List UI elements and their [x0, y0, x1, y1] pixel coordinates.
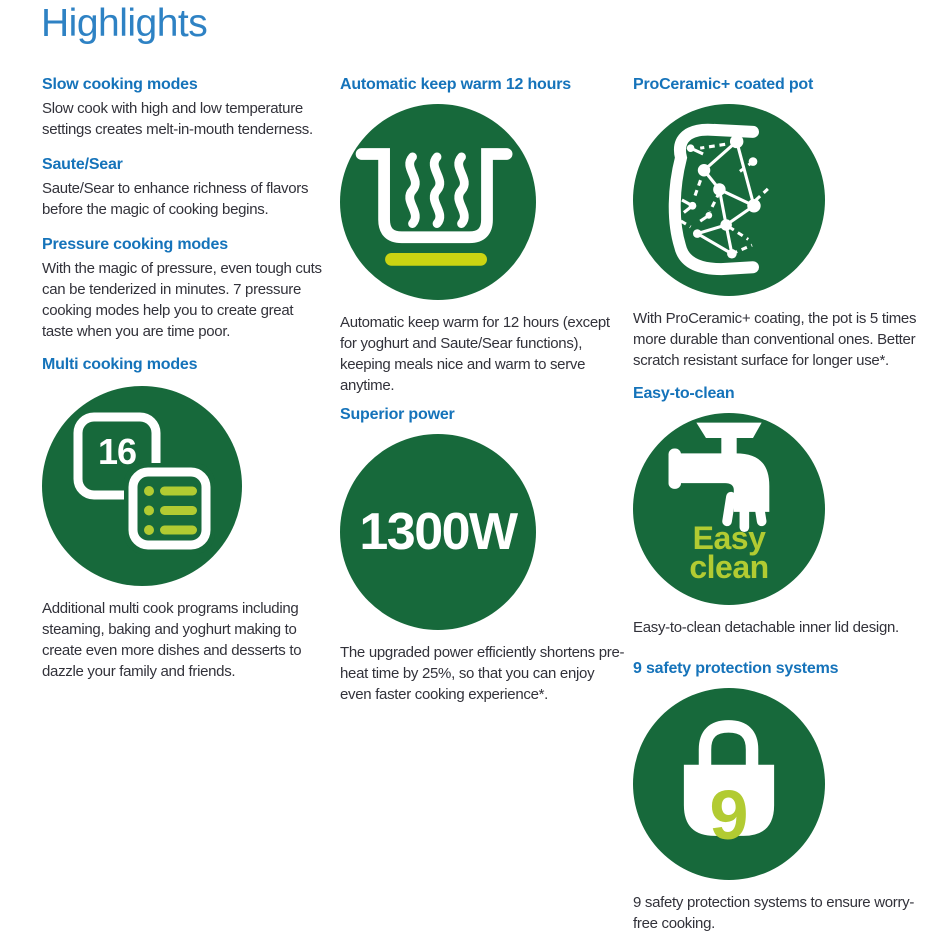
feature-saute-sear	[42, 156, 324, 220]
feature-description: Automatic keep warm for 12 hours (except for yoghurt and Saute/Sear functions), keeping meals nice and warm to serve anytime.	[340, 314, 610, 394]
feature-heading: Multi cooking modes	[42, 356, 198, 373]
multi-cook-programs-graphic	[42, 386, 242, 586]
feature-safety-systems	[633, 660, 930, 934]
feature-description: 9 safety protection systems to ensure worry-free cooking.	[633, 894, 915, 932]
proceramic-coating-graphic	[633, 104, 825, 296]
feature-heading: Slow cooking modes	[42, 76, 198, 93]
feature-slow-cooking	[42, 76, 324, 140]
keep-warm-pot-icon	[340, 104, 536, 300]
feature-description: Easy-to-clean detachable inner lid design.	[633, 619, 899, 636]
easy-clean-label: Easy clean	[689, 520, 769, 586]
wattage-label: 1300W	[359, 503, 517, 561]
keep-warm-pot-graphic	[340, 104, 536, 300]
column-right	[633, 76, 930, 940]
feature-easy-clean	[633, 385, 930, 638]
feature-description: The upgraded power efficiently shortens pre-heat time by 25%, so that you can enjoy even faster cooking experience*.	[340, 644, 625, 703]
proceramic-coating-pot-icon	[633, 104, 825, 296]
page-title: Highlights	[41, 2, 208, 45]
feature-heading: 9 safety protection systems	[633, 660, 839, 677]
feature-keep-warm	[340, 76, 628, 396]
power-wattage-icon	[340, 434, 536, 630]
feature-heading: Pressure cooking modes	[42, 236, 228, 253]
safety-count-label: 9	[709, 776, 749, 855]
safety-lock-icon	[633, 688, 825, 880]
feature-superior-power	[340, 406, 628, 705]
feature-heading: Automatic keep warm 12 hours	[340, 76, 571, 93]
feature-description: Additional multi cook programs including steaming, baking and yoghurt making to create even more dishes and desserts to dazzle your family and friends.	[42, 600, 302, 680]
feature-description: Slow cook with high and low temperature settings creates melt-in-mouth tenderness.	[42, 100, 313, 138]
feature-heading: ProCeramic+ coated pot	[633, 76, 814, 93]
program-count-label: 16	[97, 431, 137, 472]
feature-description: With ProCeramic+ coating, the pot is 5 times more durable than conventional ones. Better scratch resistant surface for longer use*.	[633, 310, 917, 369]
feature-heading: Saute/Sear	[42, 156, 123, 173]
feature-heading: Superior power	[340, 406, 455, 423]
column-left	[42, 76, 324, 698]
feature-description: Saute/Sear to enhance richness of flavors before the magic of cooking begins.	[42, 180, 309, 218]
multi-cook-programs-icon	[42, 386, 242, 586]
feature-heading: Easy-to-clean	[633, 385, 735, 402]
feature-description: With the magic of pressure, even tough cuts can be tenderized in minutes. 7 pressure cooking modes help you to create great taste when you are time poor.	[42, 260, 322, 340]
easy-clean-faucet-icon	[633, 413, 825, 605]
column-middle	[340, 76, 628, 715]
feature-multi-cooking	[42, 356, 324, 682]
feature-proceramic	[633, 76, 930, 371]
feature-pressure-cooking	[42, 236, 324, 342]
